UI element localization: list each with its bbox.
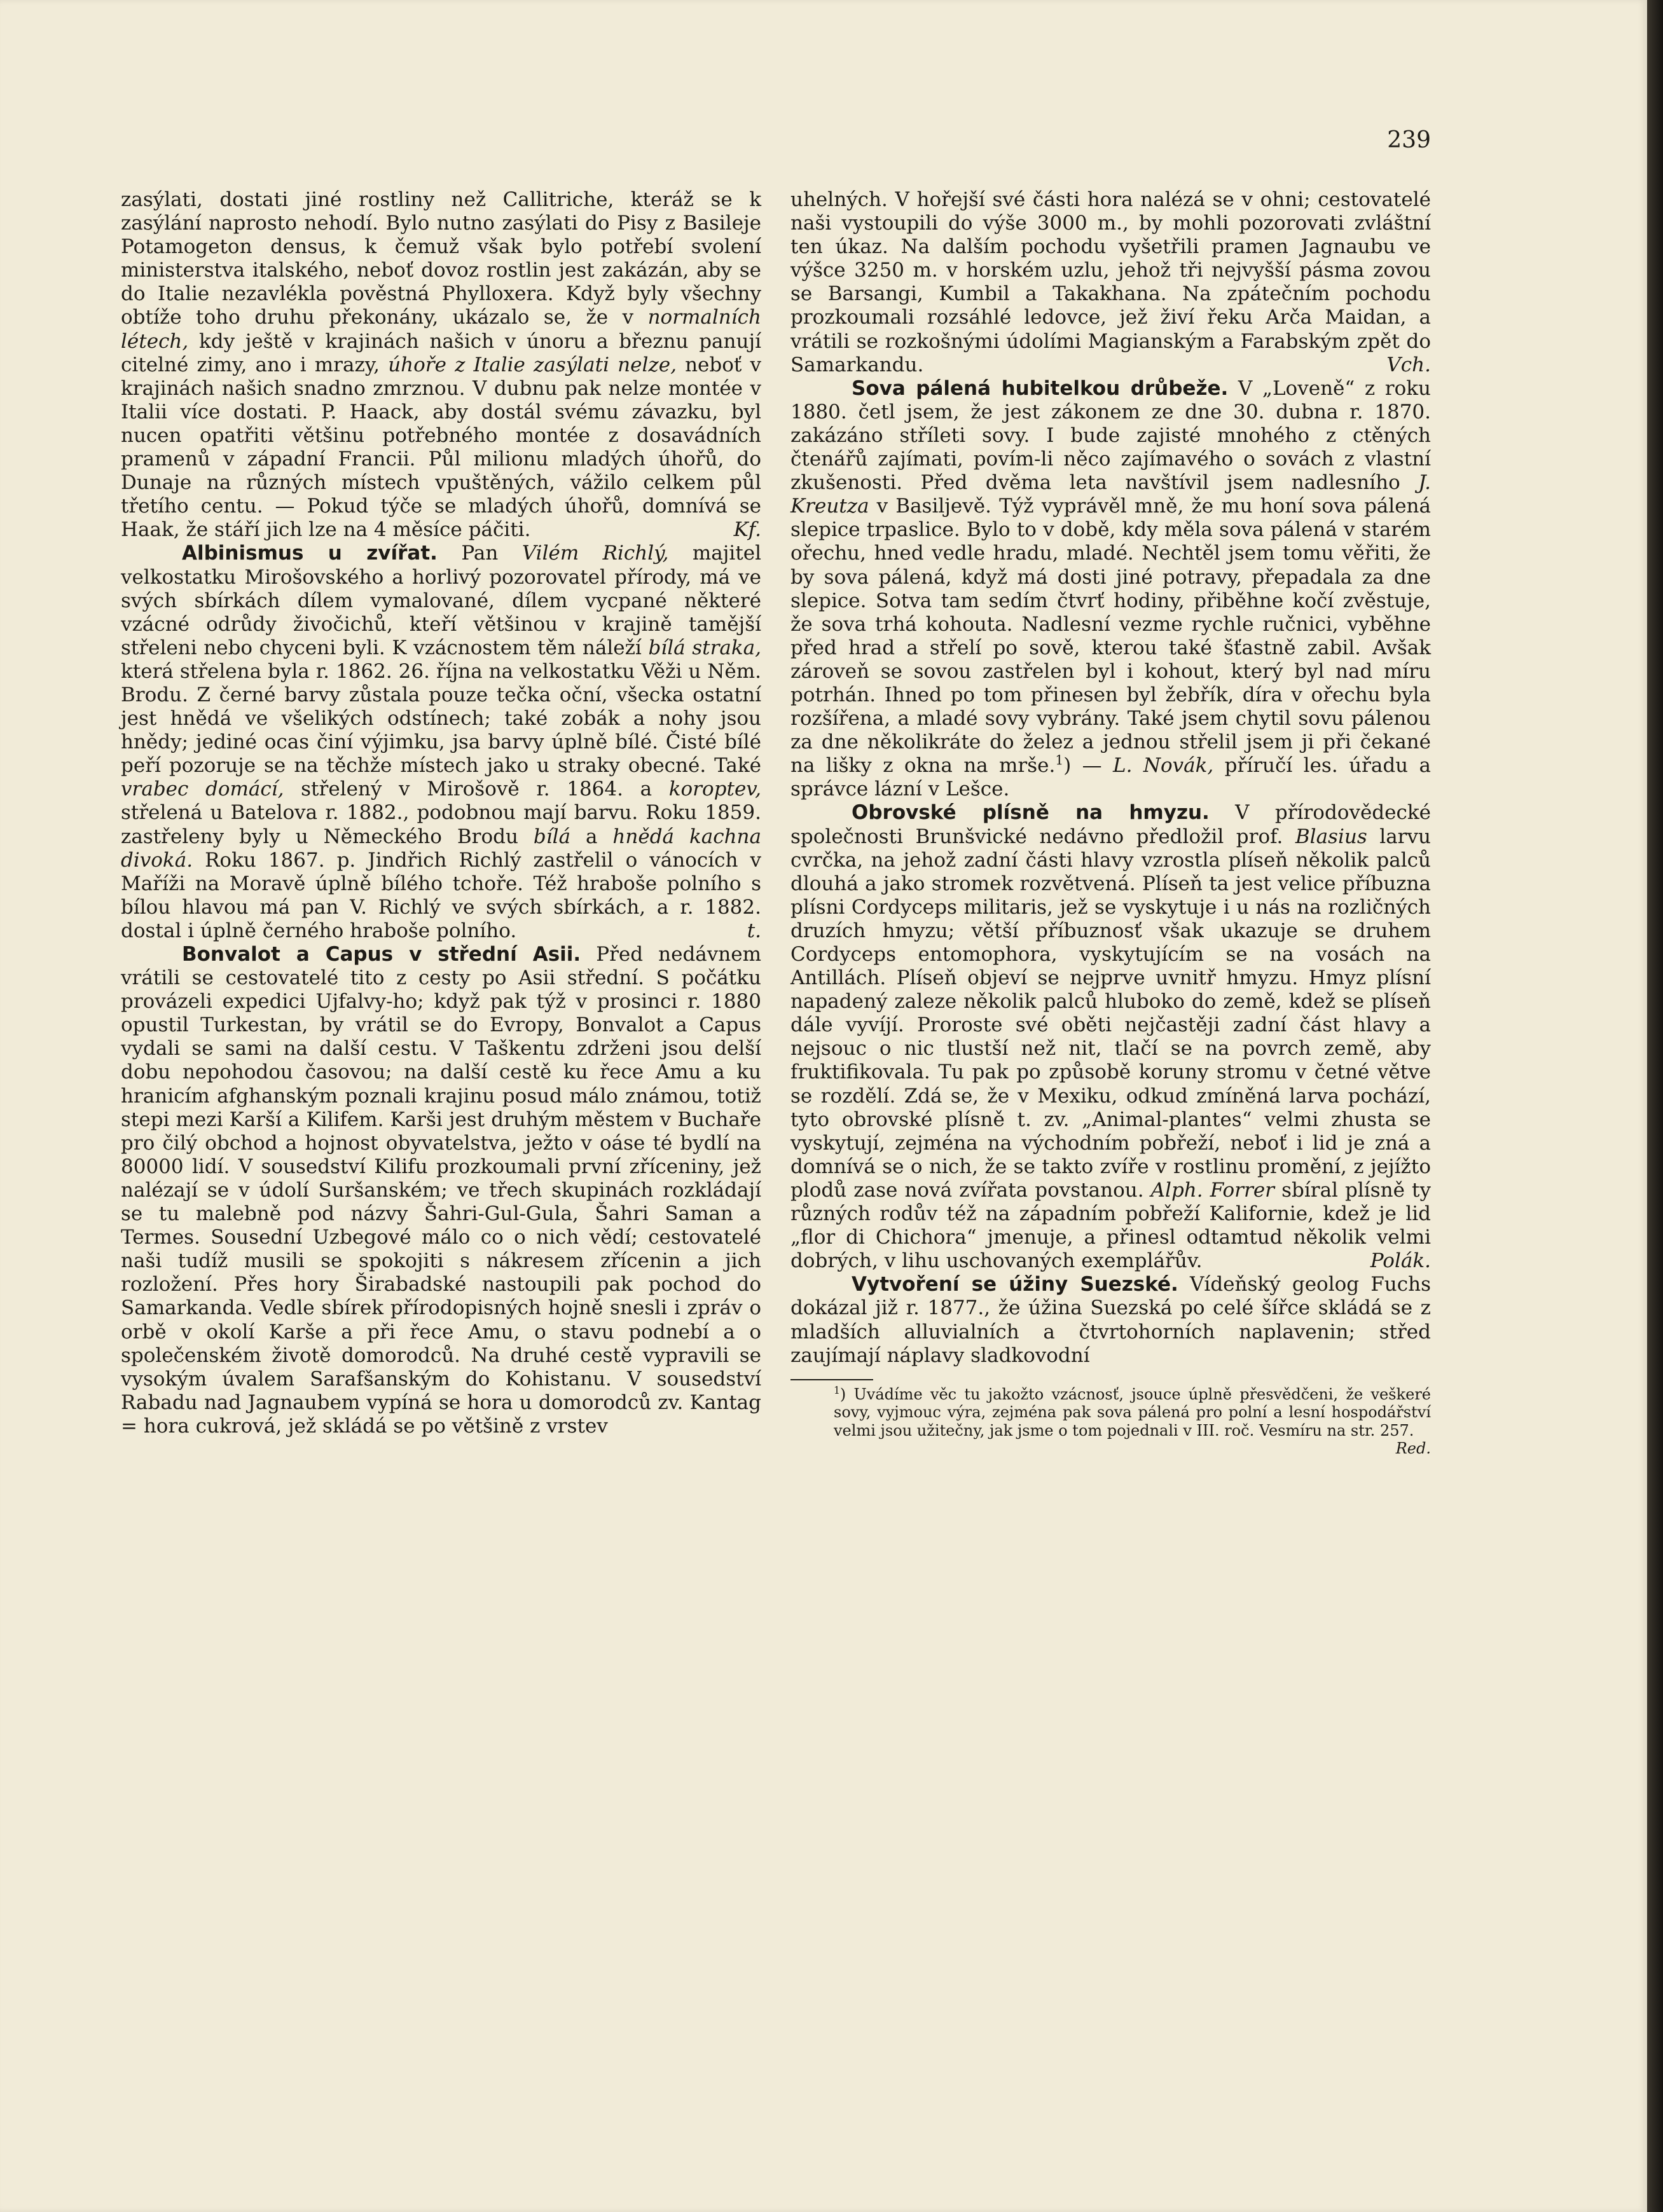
paragraph-fungi: Obrovské plísně na hmyzu. V přírodovědecké společnosti Brunšvické nedávno předložil prof. Blasius larvu cvrčka, na jehož zadní části hlavy vzrostla plíseň několik palců dlouhá a jako stromek rozvětvená. Plíseň ta jest velice příbuzna plísni Cordyceps militaris, jež se vyskytuje i u nás na rozličných druzích hmyzu; větší příbuznosť však ukazuje se druhem Cordyceps entomophora, vyskytujícím se na vosách na Antillách. Plíseň objeví se nejprve uvnitř hmyzu. Hmyz plísní napadený zaleze několik palců hluboko do země, kdež se plíseň dále vyvíjí. Proroste své oběti nejčastěji zadní část hlavy a nejsouc o nic tlustší než nit, tlačí se na povrch země, aby fruktifikovala. Tu pak po způsobě koruny stromu v četné větve se rozdělí. Zdá se, že v Mexiku, odkud zmíněná larva pochází, tyto obrovské plísně t. zv. „Animal-plantes“ velmi zhusta se vyskytují, zejména na východním pobřeží, neboť i lid je zná a domnívá se o nich, že se takto zvíře v rostlinu promění, z jejížto plodů zase nová zvířata povstanou. Alph. Forrer sbíral plísně ty různých rodův též na západním pobřeží Kalifornie, kdež je lid „flor di Chichora“ jmenuje, a přinesl odtamtud několik velmi dobrých, v lihu uschovaných exemplářův. Polák. — [790, 801, 1431, 1273]
signature: t. — [747, 919, 761, 942]
signature: Vch. — [1386, 353, 1431, 376]
signature: Kf. — [733, 518, 761, 542]
footnote-divider — [790, 1379, 873, 1380]
section-heading: Bonvalot a Capus v střední Asii. — [182, 943, 581, 966]
section-heading: Obrovské plísně na hmyzu. — [852, 801, 1210, 825]
paragraph-eels: zasýlati, dostati jiné rostliny než Callitriche, kteráž se k zasýlání naprosto nehodí. Bylo nutno zasýlati do Pisy z Basileje Potamogeton densus, k čemuž však bylo potřebí svolení ministerstva italského, neboť dovoz rostlin jest zakázán, aby se do Italie nezavlékla pověstná Phylloxera. Když byly všechny obtíže toho druhu překonány, ukázalo se, že v normalních létech, kdy ještě v krajinách našich v únoru a březnu panují citelné zimy, ano i mrazy, úhoře z Italie zasýlati nelze, neboť v krajinách našich snadno zmrznou. V dubnu pak nelze montée v Italii více dostati. P. Haack, aby dostál svému závazku, byl nucen opatřiti většinu potřebného montée z dosavádních pramenů v západní Francii. Půl milionu mladých úhořů, do Dunaje na různých místech vpuštěných, vážilo celkem půl třetího centu. — Pokud týče se mladých úhořů, domnívá se Haak, že stáří jich lze na 4 měsíce páčiti. Kf. — [121, 188, 762, 542]
section-heading: Sova pálená hubitelkou drůbeže. — [852, 376, 1229, 400]
signature: Polák. — [1370, 1249, 1431, 1273]
section-heading: Albinismus u zvířat. — [182, 542, 438, 565]
page-number: 239 — [1387, 127, 1431, 153]
footnote-reference: 1 — [1055, 752, 1064, 768]
footnote-signature: Red. — [1395, 1439, 1431, 1458]
paragraph-bonvalot: Bonvalot a Capus v střední Asii. Před nedávnem vrátili se cestovatelé tito z cesty po Asii střední. S počátku provázeli expedici Ujfalvy-ho; když pak týž v prosinci r. 1880 opustil Turkestan, by vrátil se do Evropy, Bonvalot a Capus vydali se sami na další cestu. V Taškentu zdrženi jsou delší dobu nepohodou časovou; na další cestě ku řece Amu a ku hranicím afghanským poznali krajinu posud málo známou, totiž stepi mezi Karší a Kilifem. Karši jest druhým městem v Buchaře pro čilý obchod a hojnost obyvatelstva, ježto v oáse té bydlí na 80000 lidí. V sousedství Kilifu prozkoumali první zříceniny, jež nalézají se v údolí Suršanském; ve třech skupinách rozkládají se tu malebně pod názvy Šahri-Gul-Gula, Šahri Saman a Termes. Sousední Uzbegové málo co o nich vědí; cestovatelé naši tudíž musili se spokojiti s nákresem zřícenin a jich rozložení. Přes hory Širabadské nastoupili pak pochod do Samarkanda. Vedle sbírek přírodopisných hojně snesli i zpráv o orbě v okolí Karše a při řece Amu, o stavu podnebí a o společenském životě domorodců. Na druhé cestě vypravili se vysokým úvalem Sarafšanským do Kohistanu. V sousedství Rabadu nad Jagnaubem vypíná se hora u domorodců zv. Kantag = hora cukrová, jež skládá se po většině z vrstev — [121, 943, 762, 1438]
right-column — [790, 188, 1431, 1458]
page-edge — [1647, 0, 1663, 2212]
paragraph-bonvalot-cont: uhelných. V hořejší své části hora nalézá se v ohni; cestovatelé naši vystoupili do výše 3000 m., by mohli pozorovati zvláštní ten úkaz. Na dalším pochodu vyšetřili pramen Jagnaubu ve výšce 3250 m. v horském uzlu, jehož tři nejvyšší pásma zovou se Barsangi, Kumbil a Takakhana. Na zpátečním pochodu prozkoumali rozsáhlé ledovce, jež živí řeku Arča Maidan, a vrátili se rozkošnými údolími Magianským a Farabským zpět do Samarkandu. Vch. — [790, 188, 1431, 376]
left-column — [121, 188, 761, 1438]
footnote-mark: 1 — [834, 1384, 840, 1396]
paragraph-suez: Vytvoření se úžiny Suezské. Vídeňský geolog Fuchs dokázal již r. 1877., že úžina Suezská po celé šířce skládá se z mladších alluvialních a čtvrtohorních naplavenin; střed zaujímají náplavy sladkovodní — [790, 1273, 1431, 1367]
footnote: $^1$) Uvádíme věc tu jakožto vzácnosť, jsouce úplně přesvědčeni, že veškeré sovy, vyjmouc výra, zejména pak sova pálená pro polní a lesní hospodářství velmi jsou užitečny, jak jsme o tom pojednali v III. roč. Vesmíru na str. 257. — [834, 1384, 1431, 1439]
paragraph-barn-owl: Sova pálená hubitelkou drůbeže. V „Loveně“ z roku 1880. četl jsem, že jest zákonem ze dne 30. dubna r. 1870. zakázáno stříleti sovy. I bude zajisté mnohého z ctěných čtenářů zajímati, povím-li něco zajímavého o sovách z vlastní zkušenosti. Před dvěma leta navštívil jsem nadlesního J. Kreutza v Basiljevě. Týž vyprávěl mně, že mu honí sova pálená slepice trpaslice. Bylo to v době, kdy měla sova pálená v starém ořechu, hned vedle hradu, mladé. Nechtěl jsem tomu věřiti, že by sova pálená, když má dosti jiné potravy, přepadala za dne slepice. Sotva tam sedím čtvrť hodiny, přiběhne kočí zvěstuje, že sova trhá kohouta. Nadlesní vezme rychle ručnici, vyběhne před hrad a střelí po sově, kterou také šťastně zabil. Avšak zároveň se sovou zastřelen byl i kohout, který byl nad míru potrhán. Ihned po tom přinesen byl žebřík, díra v ořechu byla rozšířena, a mladé sovy vybrány. Také jsem chytil sovu pálenou za dne několikráte do želez a jednou střelil jsem ji při čekané na lišky z okna na mrše.$^1$) — L. Novák, příručí les. úřadu a správce lázní v Lešce. — [790, 376, 1432, 801]
paragraph-albinism: Albinismus u zvířat. Pan Vilém Richlý, majitel velkostatku Mirošovského a horlivý pozorovatel přírody, má ve svých sbírkách dílem vymalované, dílem vycpané některé vzácné odrůdy živočichů, kteří většinou v krajině tamější střeleni nebo chyceni byli. K vzácnostem těm náleží bílá straka, která střelena byla r. 1862. 26. října na velkostatku Věži u Něm. Brodu. Z černé barvy zůstala pouze tečka oční, všecka ostatní jest hnědá ve všelikých odstínech; také zobák a nohy jsou hnědy; jediné ocas činí výjimku, jsa barvy úplně bílé. Čisté bílé peří pozoruje se na těchže místech jako u straky obecné. Také vrabec domácí, střelený v Mirošově r. 1864. a koroptev, střelená u Batelova r. 1882., podobnou mají barvu. Roku 1859. zastřeleny byly u Německého Brodu bílá a hnědá kachna divoká. Roku 1867. p. Jindřich Richlý zastřelil o vánocích v Maříži na Moravě úplně bílého tchoře. Též hraboše polního s bílou hlavou má pan V. Richlý ve svých sbírkách, a r. 1882. dostal i úplně černého hraboše polního. t. — [121, 542, 762, 942]
section-heading: Vytvoření se úžiny Suezské. — [852, 1273, 1178, 1296]
